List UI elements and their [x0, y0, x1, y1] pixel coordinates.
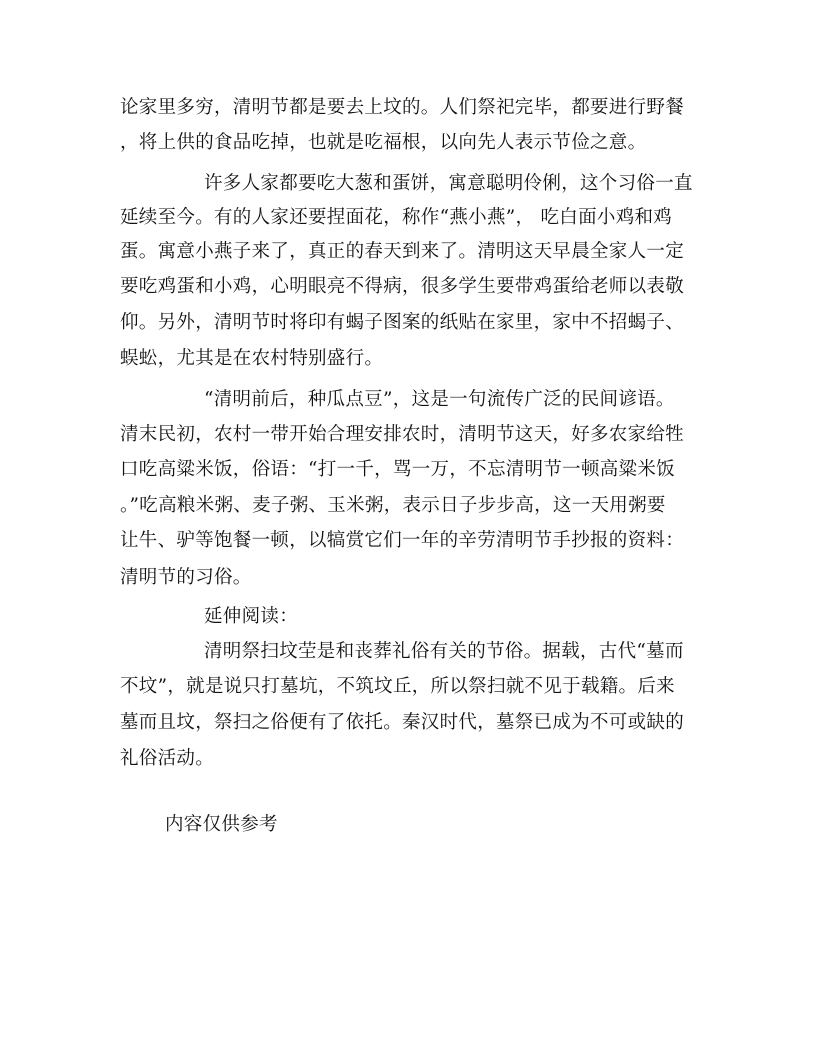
section-heading: 延伸阅读： [204, 606, 299, 627]
paragraph-line: ，将上供的食品吃掉，也就是吃福根，以向先人表示节俭之意。 [120, 132, 647, 153]
paragraph-line: “清明前后，种瓜点豆”，这是一句流传广泛的民间谚语。 [204, 389, 675, 410]
paragraph-line: 许多人家都要吃大葱和蛋饼，寓意聪明伶俐，这个习俗一直 [204, 173, 693, 194]
paragraph-line: 墓而且坟，祭扫之俗便有了依托。秦汉时代，墓祭已成为不可或缺的 [120, 712, 685, 733]
paragraph-line: 论家里多穷，清明节都是要去上坟的。人们祭祀完毕，都要进行野餐 [120, 97, 685, 118]
paragraph-line: 要吃鸡蛋和小鸡，心明眼亮不得病，很多学生要带鸡蛋给老师以表敬 [120, 276, 685, 297]
paragraph-line: 礼俗活动。 [120, 748, 215, 769]
paragraph-line: 不坟”，就是说只打墓坑，不筑坟丘，所以祭扫就不见于载籍。后来 [120, 676, 675, 697]
paragraph-line: 口吃高粱米饭，俗语：“打一千，骂一万，不忘清明节一顿高粱米饭 [120, 459, 675, 480]
paragraph-line: 仰。另外，清明节时将印有蝎子图案的纸贴在家里，家中不招蝎子、 [120, 312, 685, 333]
paragraph-line: 清明节的习俗。 [120, 567, 252, 588]
paragraph-line: 延续至今。有的人家还要捏面花，称作“燕小燕”， 吃白面小鸡和鸡 [120, 207, 673, 228]
paragraph-line: 清明祭扫坟茔是和丧葬礼俗有关的节俗。据载，古代“墓而 [204, 641, 684, 662]
paragraph-line: 蜈蚣，尤其是在农村特别盛行。 [120, 348, 384, 369]
paragraph-line: 蛋。寓意小燕子来了，真正的春天到来了。清明这天早晨全家人一定 [120, 241, 685, 262]
paragraph-line: 让牛、驴等饱餐一顿，以犒赏它们一年的辛劳清明节手抄报的资料： [120, 530, 685, 551]
paragraph-line: 。”吃高粮米粥、麦子粥、玉米粥，表示日子步步高，这一天用粥要 [120, 495, 666, 516]
footer-note: 内容仅供参考 [165, 814, 278, 835]
paragraph-line: 清末民初，农村一带开始合理安排农时，清明节这天，好多农家给牲 [120, 424, 685, 445]
